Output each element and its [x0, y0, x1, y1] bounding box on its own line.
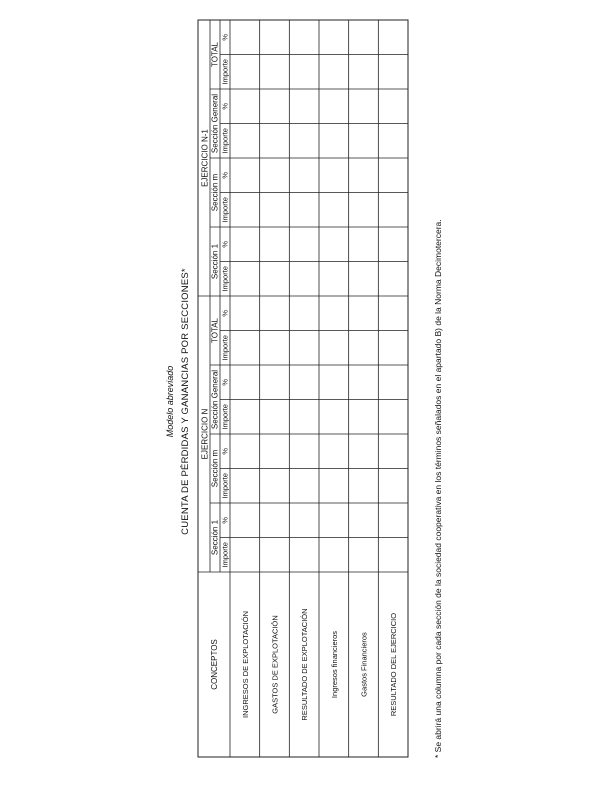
section-header: Sección m — [210, 449, 220, 488]
importe-header: Importe — [220, 542, 230, 568]
row-label: Ingresos financieros — [329, 630, 339, 699]
section-header: Sección General — [210, 93, 220, 154]
pct-header: % — [220, 33, 230, 41]
importe-header: Importe — [220, 335, 230, 361]
document-subtitle: Modelo abreviado — [165, 365, 175, 438]
period-header: EJERCICIO N-1 — [200, 129, 210, 187]
importe-header: Importe — [220, 59, 230, 85]
section-header: Sección 1 — [210, 519, 220, 556]
pct-header: % — [220, 309, 230, 317]
pct-header: % — [220, 447, 230, 455]
importe-header: Importe — [220, 197, 230, 223]
pct-header: % — [220, 516, 230, 524]
row-label: RESULTADO DE EXPLOTACIÓN — [300, 608, 310, 721]
row-label: GASTOS DE EXPLOTACIÓN — [270, 615, 280, 714]
importe-header: Importe — [220, 128, 230, 154]
row-label: Gastos Financieros — [359, 632, 369, 697]
section-header: Sección 1 — [210, 243, 220, 280]
row-label: INGRESOS DE EXPLOTACIÓN — [240, 611, 250, 718]
section-header: Sección General — [210, 369, 220, 430]
importe-header: Importe — [220, 266, 230, 292]
concepts-header: CONCEPTOS — [210, 639, 219, 690]
pct-header: % — [220, 378, 230, 386]
period-header: EJERCICIO N — [200, 408, 210, 460]
pct-header: % — [220, 240, 230, 248]
section-header: TOTAL — [210, 41, 220, 68]
footnote: * Se abrirá una columna por cada sección de la sociedad cooperativa en los términos señalados en el apartado B) de la Norma Decimotercera. — [433, 219, 443, 758]
document-title: CUENTA DE PÉRDIDAS Y GANANCIAS POR SECCIONES* — [180, 268, 191, 535]
importe-header: Importe — [220, 473, 230, 499]
pct-header: % — [220, 102, 230, 110]
row-label: RESULTADO DEL EJERCICIO — [389, 612, 399, 717]
section-header: Sección m — [210, 173, 220, 212]
section-header: TOTAL — [210, 317, 220, 344]
importe-header: Importe — [220, 404, 230, 430]
pct-header: % — [220, 171, 230, 179]
